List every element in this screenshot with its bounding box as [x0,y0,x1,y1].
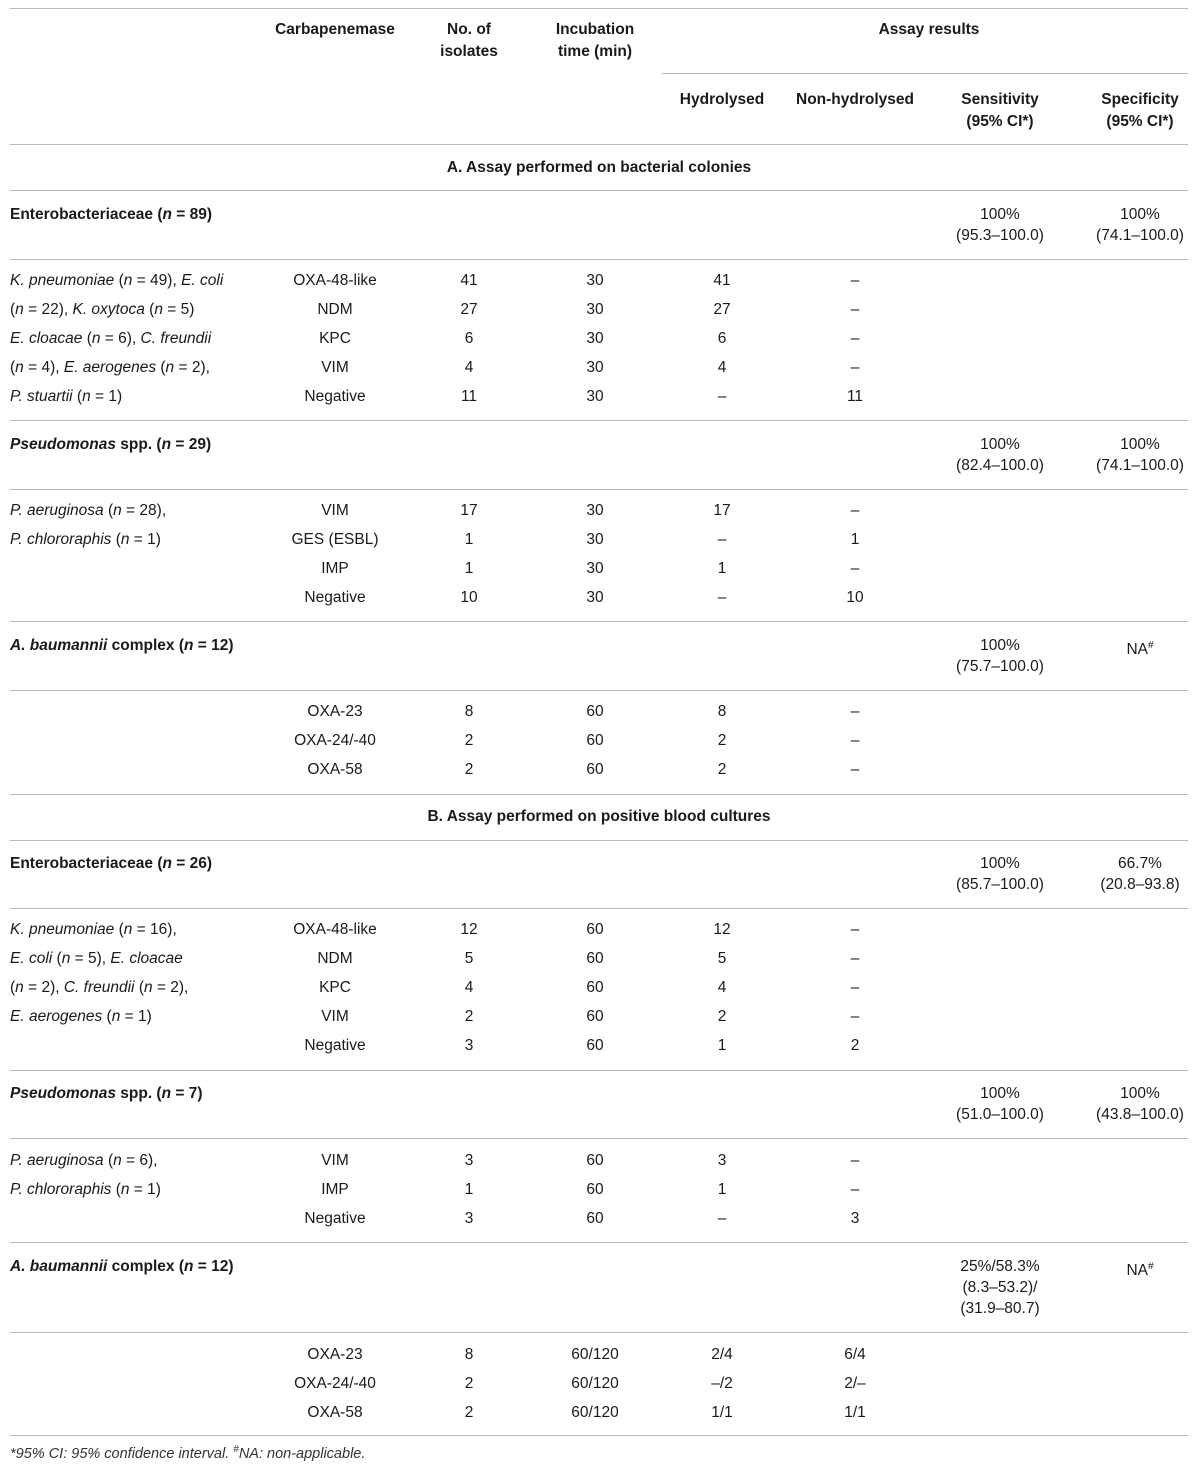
sensitivity-value [956,204,1044,246]
sensitivity-line: (75.7–100.0) [956,658,1044,675]
table-bottom-rule [10,1435,1188,1436]
sensitivity-line: 25%/58.3% [960,1258,1040,1275]
isolates-cell: 5 [464,950,474,967]
group-n-label: n [161,1085,172,1102]
species-line: P. stuartii (n = 1) [10,388,123,405]
header-bottom-rule [10,144,1188,145]
group-n-label: n [162,855,172,872]
hydrolysed-cell: 3 [717,1152,727,1169]
specificity-line: (74.1–100.0) [1096,227,1184,244]
incubation-cell: 60 [586,1210,604,1227]
group-rule [10,1332,1188,1333]
isolates-cell: 17 [460,502,478,519]
species-line: (n = 4), E. aerogenes (n = 2), [10,359,210,376]
sensitivity-line: (31.9–80.7) [960,1300,1040,1317]
carbapenemase-cell: OXA-48-like [293,921,377,938]
isolates-cell: 2 [464,732,474,749]
group-name-suffix: spp. ( [115,436,162,453]
header-incubation: Incubation time (min) [555,21,635,60]
sensitivity-line: (8.3–53.2)/ [962,1279,1038,1296]
footnote: *95% CI: 95% confidence interval. #NA: non-applicable. [10,1444,366,1462]
species-line: K. pneumoniae (n = 16), [10,921,177,938]
incubation-cell: 60 [586,1152,604,1169]
incubation-cell: 60/120 [571,1375,619,1392]
isolates-cell: 8 [464,1346,474,1363]
group-rule [10,908,1188,909]
specificity-value [1096,1083,1184,1125]
group-name: Enterobacteriaceae [10,206,154,223]
isolates-cell: 2 [464,1404,474,1421]
carbapenemase-cell: IMP [321,1181,349,1198]
non-hydrolysed-cell: – [850,1181,860,1198]
group-name-suffix: complex ( [107,1258,184,1275]
incubation-cell: 30 [586,589,604,606]
group-name: Pseudomonas [10,436,116,453]
specificity-line: (74.1–100.0) [1096,457,1184,474]
hydrolysed-cell: 2 [717,761,727,778]
species-line: P. aeruginosa (n = 6), [10,1152,158,1169]
incubation-cell: 60 [586,1008,604,1025]
non-hydrolysed-cell: – [850,761,860,778]
group-name-suffix: spp. ( [115,1085,162,1102]
group-rule [10,1138,1188,1139]
carbapenemase-cell: OXA-24/-40 [294,732,376,749]
sensitivity-line: 100% [980,436,1020,453]
hydrolysed-cell: 2/4 [711,1346,733,1363]
hydrolysed-cell: 2 [717,732,727,749]
group-name: Enterobacteriaceae [10,855,154,872]
species-line: K. pneumoniae (n = 49), E. coli [10,272,224,289]
incubation-cell: 30 [586,272,604,289]
incubation-cell: 30 [586,330,604,347]
carbapenemase-cell: OXA-23 [307,703,363,720]
isolates-cell: 11 [460,388,478,405]
carbapenemase-cell: KPC [319,979,351,996]
non-hydrolysed-cell: – [850,979,860,996]
specificity-line: (20.8–93.8) [1100,876,1180,893]
group-end-rule [10,794,1188,795]
carbapenemase-cell: VIM [321,502,349,519]
header-specificity: Specificity (95% CI*) [1101,91,1179,130]
group-name: A. baumannii [10,1258,108,1275]
group-n-value: = 89) [171,206,213,223]
group-end-rule [10,1242,1188,1243]
non-hydrolysed-cell: 1 [850,531,860,548]
group-n-label: n [184,1258,194,1275]
isolates-cell: 2 [464,1008,474,1025]
hydrolysed-cell: 4 [717,979,727,996]
isolates-cell: 41 [460,272,478,289]
non-hydrolysed-cell: – [850,1008,860,1025]
group-n-label: n [162,206,172,223]
carbapenemase-cell: Negative [304,589,366,606]
header-hydrolysed: Hydrolysed [679,91,765,108]
non-hydrolysed-cell: 10 [846,589,864,606]
group-n-value: = 26) [171,855,213,872]
sensitivity-line: 100% [980,637,1020,654]
non-hydrolysed-cell: 2 [850,1037,860,1054]
header-assay-results: Assay results [878,21,980,38]
specificity-line: 100% [1120,206,1160,223]
isolates-cell: 1 [464,531,474,548]
sensitivity-value [956,1083,1044,1125]
isolates-cell: 1 [464,560,474,577]
specificity-line: 100% [1120,1085,1160,1102]
species-line: (n = 22), K. oxytoca (n = 5) [10,301,195,318]
carbapenemase-cell: OXA-58 [307,1404,363,1421]
group-heading [10,635,234,657]
isolates-cell: 3 [464,1210,474,1227]
species-line: P. chlororaphis (n = 1) [10,531,161,548]
isolates-cell: 4 [464,979,474,996]
carbapenemase-cell: KPC [319,330,351,347]
non-hydrolysed-cell: – [850,359,860,376]
non-hydrolysed-cell: – [850,1152,860,1169]
non-hydrolysed-cell: – [850,560,860,577]
isolates-cell: 6 [464,330,474,347]
species-line: (n = 2), C. freundii (n = 2), [10,979,189,996]
carbapenemase-cell: VIM [321,1152,349,1169]
group-name: Pseudomonas [10,1085,116,1102]
incubation-cell: 60 [586,703,604,720]
group-heading [10,434,211,456]
carbapenemase-cell: VIM [321,1008,349,1025]
hydrolysed-cell: – [717,1210,727,1227]
specificity-line: (43.8–100.0) [1096,1106,1184,1123]
isolates-cell: 3 [464,1037,474,1054]
header-non-hydrolysed: Non-hydrolysed [796,91,914,108]
table-top-rule [10,8,1188,9]
species-line: P. chlororaphis (n = 1) [10,1181,161,1198]
non-hydrolysed-cell: – [850,732,860,749]
hydrolysed-cell: 1 [717,1181,727,1198]
species-line: E. coli (n = 5), E. cloacae [10,950,183,967]
species-line: E. cloacae (n = 6), C. freundii [10,330,212,347]
sensitivity-line: (95.3–100.0) [956,227,1044,244]
group-heading [10,1083,203,1105]
hydrolysed-cell: 6 [717,330,727,347]
specificity-line: 100% [1120,436,1160,453]
isolates-cell: 1 [464,1181,474,1198]
header-isolates: No. of isolates [440,21,498,60]
hydrolysed-cell: 4 [717,359,727,376]
group-rule [10,690,1188,691]
specificity-value [1126,635,1153,660]
incubation-cell: 60 [586,921,604,938]
header-carbapenemase: Carbapenemase [275,21,395,38]
carbapenemase-cell: GES (ESBL) [291,531,379,548]
group-end-rule [10,420,1188,421]
group-rule [10,259,1188,260]
hydrolysed-cell: 12 [713,921,731,938]
specificity-value [1096,434,1184,476]
species-line: P. aeruginosa (n = 28), [10,502,167,519]
group-heading [10,1256,234,1278]
incubation-cell: 60 [586,732,604,749]
non-hydrolysed-cell: 1/1 [844,1404,866,1421]
hydrolysed-cell: – [717,388,727,405]
incubation-cell: 30 [586,560,604,577]
carbapenemase-cell: Negative [304,1037,366,1054]
sensitivity-value [960,1256,1039,1319]
hydrolysed-cell: – [717,531,727,548]
group-name-suffix: ( [153,206,163,223]
carbapenemase-cell: VIM [321,359,349,376]
non-hydrolysed-cell: – [850,330,860,347]
specificity-value [1126,1256,1153,1281]
sensitivity-line: (85.7–100.0) [956,876,1044,893]
group-end-rule [10,1070,1188,1071]
carbapenemase-cell: Negative [304,388,366,405]
group-heading [10,853,212,875]
specificity-value [1096,204,1184,246]
hydrolysed-cell: – [717,589,727,606]
group-n-value: = 29) [171,436,212,453]
isolates-cell: 27 [460,301,478,318]
incubation-cell: 30 [586,359,604,376]
group-name-suffix: complex ( [107,637,184,654]
isolates-cell: 3 [464,1152,474,1169]
header-sensitivity: Sensitivity (95% CI*) [961,91,1039,130]
incubation-cell: 60/120 [571,1346,619,1363]
carbapenemase-cell: OXA-24/-40 [294,1375,376,1392]
isolates-cell: 2 [464,1375,474,1392]
incubation-cell: 60 [586,1181,604,1198]
hydrolysed-cell: 41 [713,272,731,289]
hydrolysed-cell: 1 [717,560,727,577]
incubation-cell: 60 [586,979,604,996]
carbapenemase-cell: OXA-48-like [293,272,377,289]
incubation-cell: 60 [586,1037,604,1054]
isolates-cell: 2 [464,761,474,778]
carbapenemase-cell: NDM [317,950,353,967]
isolates-cell: 10 [460,589,478,606]
group-n-value: = 12) [193,637,234,654]
assay-results-rule [662,73,1188,74]
incubation-cell: 60 [586,950,604,967]
incubation-cell: 60/120 [571,1404,619,1421]
incubation-cell: 60 [586,761,604,778]
specificity-line: 66.7% [1118,855,1162,872]
group-n-value: = 7) [171,1085,203,1102]
section-title: B. Assay performed on positive blood cultures [427,808,771,825]
group-heading [10,204,212,226]
carbapenemase-cell: NDM [317,301,353,318]
hydrolysed-cell: 17 [713,502,731,519]
carbapenemase-cell: IMP [321,560,349,577]
non-hydrolysed-cell: – [850,301,860,318]
incubation-cell: 30 [586,301,604,318]
group-n-label: n [161,436,172,453]
incubation-cell: 30 [586,502,604,519]
incubation-cell: 30 [586,388,604,405]
sensitivity-value [956,434,1044,476]
hydrolysed-cell: 1/1 [711,1404,733,1421]
section-title: A. Assay performed on bacterial colonies [446,159,752,176]
non-hydrolysed-cell: 6/4 [844,1346,866,1363]
incubation-cell: 30 [586,531,604,548]
non-hydrolysed-cell: – [850,272,860,289]
group-end-rule [10,621,1188,622]
hydrolysed-cell: –/2 [711,1375,733,1392]
sensitivity-line: 100% [980,206,1020,223]
non-hydrolysed-cell: 3 [850,1210,860,1227]
group-name-suffix: ( [153,855,163,872]
isolates-cell: 12 [460,921,478,938]
group-n-label: n [184,637,194,654]
hydrolysed-cell: 27 [713,301,731,318]
non-hydrolysed-cell: 2/– [844,1375,866,1392]
group-rule [10,489,1188,490]
hydrolysed-cell: 1 [717,1037,727,1054]
sensitivity-line: (51.0–100.0) [956,1106,1044,1123]
non-hydrolysed-cell: – [850,950,860,967]
hydrolysed-cell: 8 [717,703,727,720]
specificity-line: NA# [1126,640,1154,659]
non-hydrolysed-cell: 11 [846,388,864,405]
non-hydrolysed-cell: – [850,921,860,938]
group-n-value: = 12) [193,1258,234,1275]
specificity-line: NA# [1126,1261,1154,1280]
sensitivity-value [956,635,1044,677]
non-hydrolysed-cell: – [850,703,860,720]
isolates-cell: 8 [464,703,474,720]
specificity-value [1100,853,1179,895]
hydrolysed-cell: 2 [717,1008,727,1025]
group-name: A. baumannii [10,637,108,654]
sensitivity-line: (82.4–100.0) [956,457,1044,474]
isolates-cell: 4 [464,359,474,376]
section-rule [10,190,1188,191]
sensitivity-line: 100% [980,855,1020,872]
sensitivity-value [956,853,1044,895]
section-rule [10,840,1188,841]
carbapenemase-cell: OXA-23 [307,1346,363,1363]
hydrolysed-cell: 5 [717,950,727,967]
non-hydrolysed-cell: – [850,502,860,519]
sensitivity-line: 100% [980,1085,1020,1102]
carbapenemase-cell: Negative [304,1210,366,1227]
species-line: E. aerogenes (n = 1) [10,1008,152,1025]
carbapenemase-cell: OXA-58 [307,761,363,778]
